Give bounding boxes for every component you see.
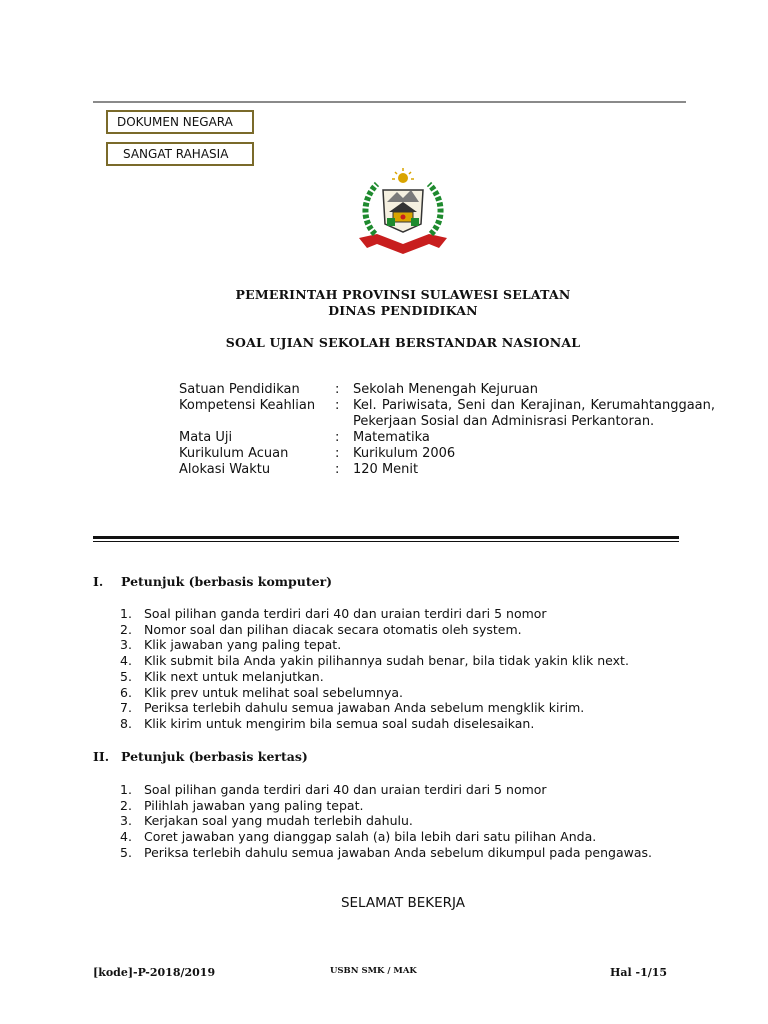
list-item [120,622,629,638]
item-text: Klik next untuk melanjutkan. [144,668,324,684]
info-label: Kompetensi Keahlian [179,398,316,413]
dokumen-negara-label: DOKUMEN NEGARA [106,110,254,134]
item-number: 4. [120,653,132,669]
item-text: Soal pilihan ganda terdiri dari 40 dan uraian terdiri dari 5 nomor [144,606,547,621]
info-value: 120 Menit [353,462,419,477]
list-item [120,685,629,701]
info-colon: : [335,462,340,477]
info-value: Kel. Pariwisata, Seni dan Kerajinan, Kerumahtanggaan, Pekerjaan Sosial dan Adminisrasi Perkantoran. [353,398,715,429]
list-item [120,782,652,798]
item-number: 8. [120,715,132,731]
header-department: DINAS PENDIDIKAN [328,303,478,318]
list-item [120,606,629,622]
item-text: Klik prev untuk melihat soal sebelumnya. [144,684,403,700]
info-row [179,430,715,446]
section-title-text: Petunjuk (berbasis kertas) [121,749,308,764]
item-text: Soal pilihan ganda terdiri dari 40 dan uraian terdiri dari 5 nomor [144,782,547,797]
info-value: Sekolah Menengah Kejuruan [353,382,539,397]
section-title-text: Petunjuk (berbasis komputer) [121,574,333,589]
sangat-rahasia-label: SANGAT RAHASIA [106,142,254,166]
item-number: 1. [120,782,132,797]
item-number: 6. [120,684,132,700]
footer-page-number: Hal -1/15 [610,966,668,979]
info-label: Mata Uji [179,430,233,445]
item-text: Nomor soal dan pilihan diacak secara otomatis oleh system. [144,621,522,637]
info-row [179,398,715,430]
item-number: 5. [120,844,132,860]
list-item [120,716,629,732]
list-item [120,813,652,829]
item-text: Periksa terlebih dahulu semua jawaban Anda sebelum dikumpul pada pengawas. [144,844,652,860]
footer-code: [kode]-P-2018/2019 [93,966,216,979]
list-item [120,700,629,716]
footer-exam-type: USBN SMK / MAK [330,966,417,976]
item-text: Coret jawaban yang dianggap salah (a) bila lebih dari satu pilihan Anda. [144,829,597,845]
top-rule [93,101,686,103]
info-colon: : [335,382,340,397]
list-item [120,653,629,669]
computer-instructions-list [120,606,629,732]
item-number: 3. [120,813,132,829]
item-text: Klik submit bila Anda yakin pilihannya sudah benar, bila tidak yakin klik next. [144,653,629,669]
sulawesi-selatan-emblem-icon [355,168,451,258]
header-government: PEMERINTAH PROVINSI SULAWESI SELATAN [235,287,571,302]
info-value: Kurikulum 2006 [353,446,456,461]
item-number: 4. [120,829,132,845]
item-number: 5. [120,668,132,684]
header-exam-title: SOAL UJIAN SEKOLAH BERSTANDAR NASIONAL [225,335,581,350]
paper-instructions-list [120,782,652,861]
item-text: Klik kirim untuk mengirim bila semua soal sudah diselesaikan. [144,715,535,731]
info-row [179,382,715,398]
list-item [120,829,652,845]
item-text: Kerjakan soal yang mudah terlebih dahulu. [144,813,413,829]
info-row [179,462,715,478]
item-number: 3. [120,637,132,653]
info-colon: : [335,398,340,413]
list-item [120,637,629,653]
item-text: Periksa terlebih dahulu semua jawaban Anda sebelum mengklik kirim. [144,700,585,716]
info-label: Kurikulum Acuan [179,446,289,461]
section-computer-title [93,574,332,589]
item-text: Klik jawaban yang paling tepat. [144,637,342,653]
item-number: 1. [120,606,132,621]
double-rule-thin [93,541,679,542]
list-item [120,845,652,861]
item-number: 2. [120,621,132,637]
info-value: Matematika [353,430,430,445]
info-row [179,446,715,462]
info-colon: : [335,430,340,445]
section-number: I. [93,574,104,589]
section-number: II. [93,749,110,764]
info-label: Satuan Pendidikan [179,382,300,397]
item-number: 7. [120,700,132,716]
item-text: Pilihlah jawaban yang paling tepat. [144,797,364,813]
section-paper-title [93,749,308,764]
double-rule-thick [93,536,679,539]
list-item [120,669,629,685]
info-label: Alokasi Waktu [179,462,271,477]
list-item [120,798,652,814]
info-colon: : [335,446,340,461]
closing-text: SELAMAT BEKERJA [340,895,466,911]
exam-info [179,382,715,478]
item-number: 2. [120,797,132,813]
